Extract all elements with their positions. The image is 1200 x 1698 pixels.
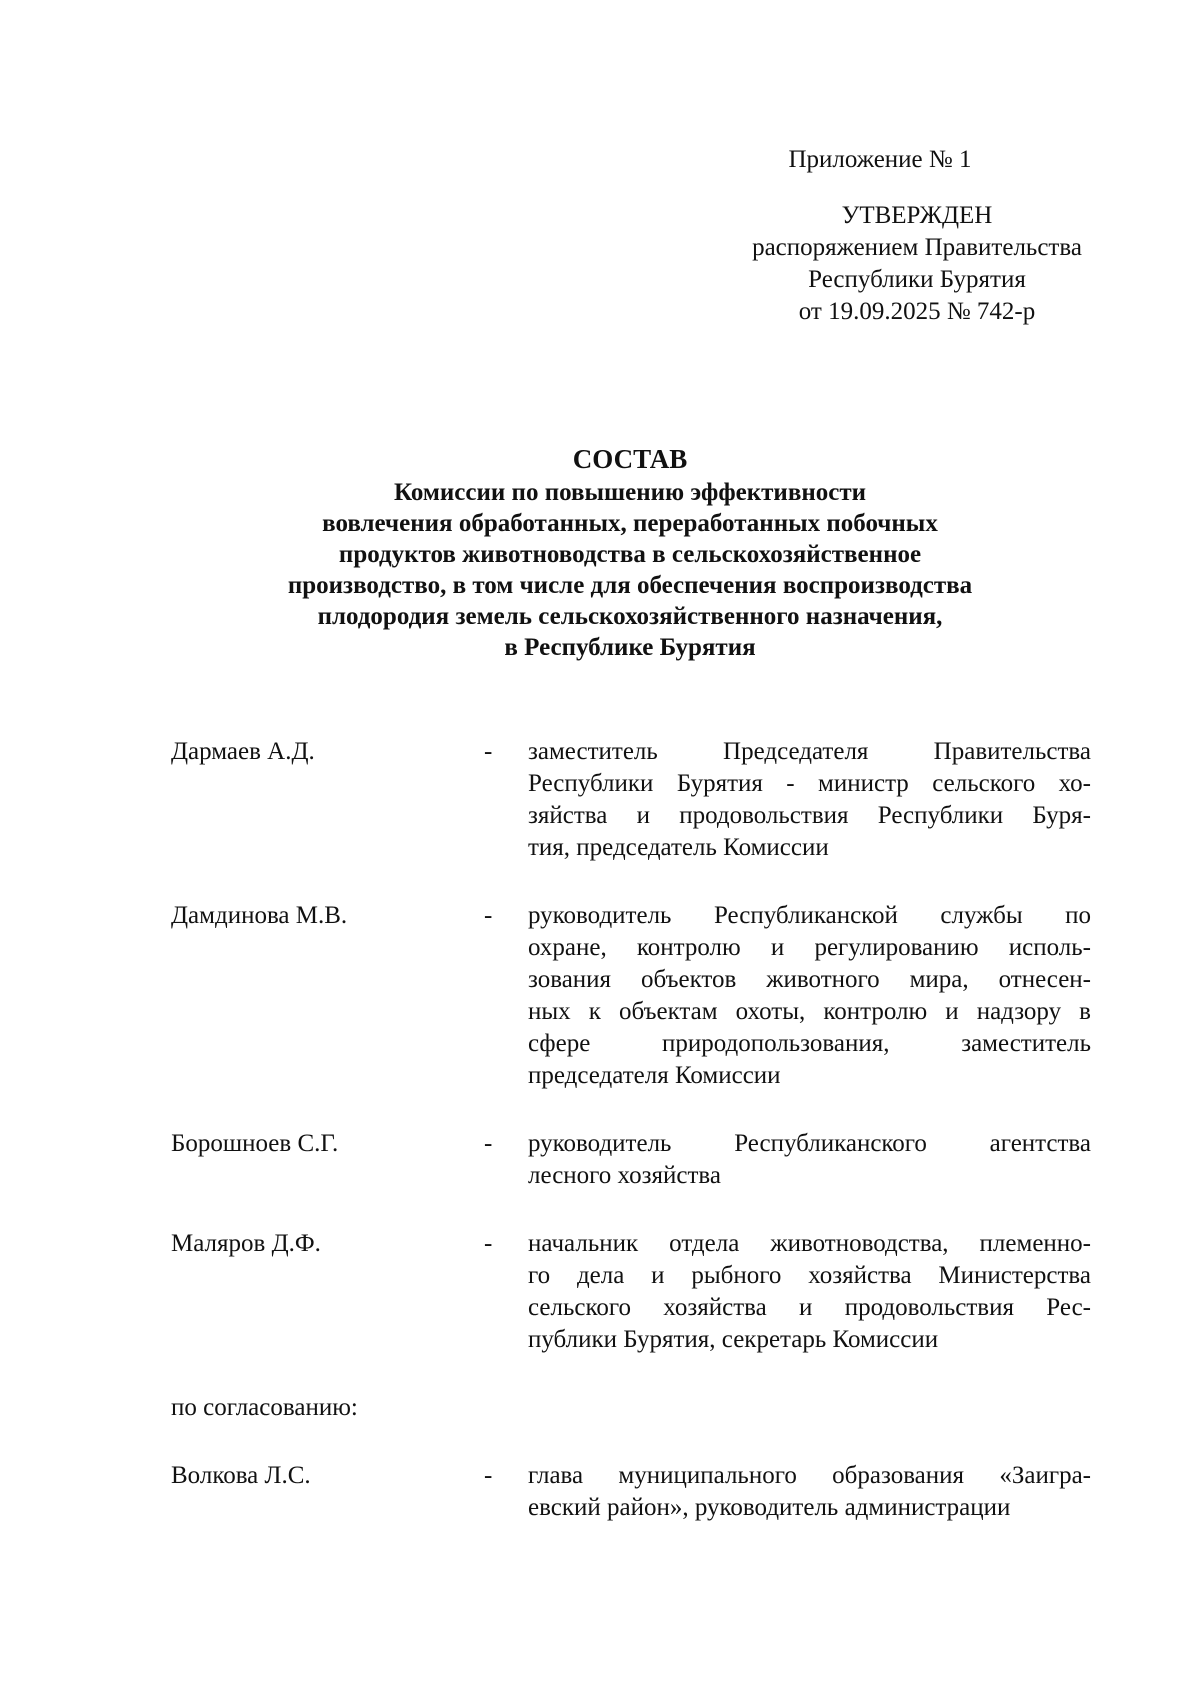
approval-authority: распоряжением Правительства bbox=[752, 234, 1082, 261]
position-line: заместитель Председателя Правительства bbox=[528, 738, 1091, 765]
member-entry bbox=[171, 1460, 1091, 1524]
member-position bbox=[528, 1228, 1091, 1356]
member-dash: - bbox=[484, 1462, 493, 1489]
document-title: СОСТАВ bbox=[572, 444, 688, 474]
subtitle-line: в Республике Бурятия bbox=[504, 634, 756, 661]
subtitle-line: вовлечения обработанных, переработанных побочных bbox=[322, 510, 938, 537]
appendix-label: Приложение № 1 bbox=[788, 146, 972, 173]
position-line: зования объектов животного мира, отнесен- bbox=[528, 966, 1091, 993]
position-line: публики Бурятия, секретарь Комиссии bbox=[528, 1326, 939, 1353]
approval-block bbox=[742, 200, 1092, 328]
member-dash: - bbox=[484, 1230, 493, 1257]
member-name: Борошноев С.Г. bbox=[171, 1130, 339, 1157]
member-name: Дармаев А.Д. bbox=[171, 738, 315, 765]
member-dash: - bbox=[484, 1130, 493, 1157]
member-entry bbox=[171, 1128, 1091, 1192]
approval-republic: Республики Бурятия bbox=[808, 266, 1026, 293]
position-line: лесного хозяйства bbox=[528, 1162, 721, 1189]
position-line: зяйства и продовольствия Республики Буря- bbox=[528, 802, 1091, 829]
document-subtitle bbox=[150, 477, 1110, 663]
agreement-label: по согласованию: bbox=[171, 1394, 358, 1421]
member-dash: - bbox=[484, 902, 493, 929]
member-name: Маляров Д.Ф. bbox=[171, 1230, 321, 1257]
member-position bbox=[528, 900, 1091, 1092]
member-name: Дамдинова М.В. bbox=[171, 902, 348, 929]
approval-date-number: от 19.09.2025 № 742-р bbox=[798, 298, 1036, 325]
member-position bbox=[528, 1128, 1091, 1192]
member-entry bbox=[171, 900, 1091, 1092]
position-line: сфере природопользования, заместитель bbox=[528, 1030, 1091, 1057]
document-heading bbox=[150, 441, 1110, 663]
position-line: председателя Комиссии bbox=[528, 1062, 781, 1089]
position-line: го дела и рыбного хозяйства Министерства bbox=[528, 1262, 1091, 1289]
approval-status: УТВЕРЖДЕН bbox=[841, 202, 993, 229]
position-line: руководитель Республиканского агентства bbox=[528, 1130, 1091, 1157]
subtitle-line: Комиссии по повышению эффективности bbox=[393, 479, 867, 506]
subtitle-line: продуктов животноводства в сельскохозяйственное bbox=[338, 541, 922, 568]
position-line: ных к объектам охоты, контролю и надзору в bbox=[528, 998, 1091, 1025]
position-line: Республики Бурятия - министр сельского хо- bbox=[528, 770, 1091, 797]
position-line: евский район», руководитель администрации bbox=[528, 1494, 1011, 1521]
member-name: Волкова Л.С. bbox=[171, 1462, 311, 1489]
member-entry bbox=[171, 736, 1091, 864]
subtitle-line: плодородия земель сельскохозяйственного назначения, bbox=[317, 603, 943, 630]
member-position bbox=[528, 736, 1091, 864]
position-line: охране, контролю и регулированию исполь- bbox=[528, 934, 1091, 961]
position-line: сельского хозяйства и продовольствия Рес- bbox=[528, 1294, 1091, 1321]
position-line: глава муниципального образования «Заигра- bbox=[528, 1462, 1091, 1489]
members-list bbox=[171, 736, 1091, 1560]
member-entry bbox=[171, 1228, 1091, 1356]
position-line: начальник отдела животноводства, племенно- bbox=[528, 1230, 1091, 1257]
member-dash: - bbox=[484, 738, 493, 765]
position-line: тия, председатель Комиссии bbox=[528, 834, 829, 861]
position-line: руководитель Республиканской службы по bbox=[528, 902, 1091, 929]
subtitle-line: производство, в том числе для обеспечения воспроизводства bbox=[287, 572, 973, 599]
member-position bbox=[528, 1460, 1091, 1524]
